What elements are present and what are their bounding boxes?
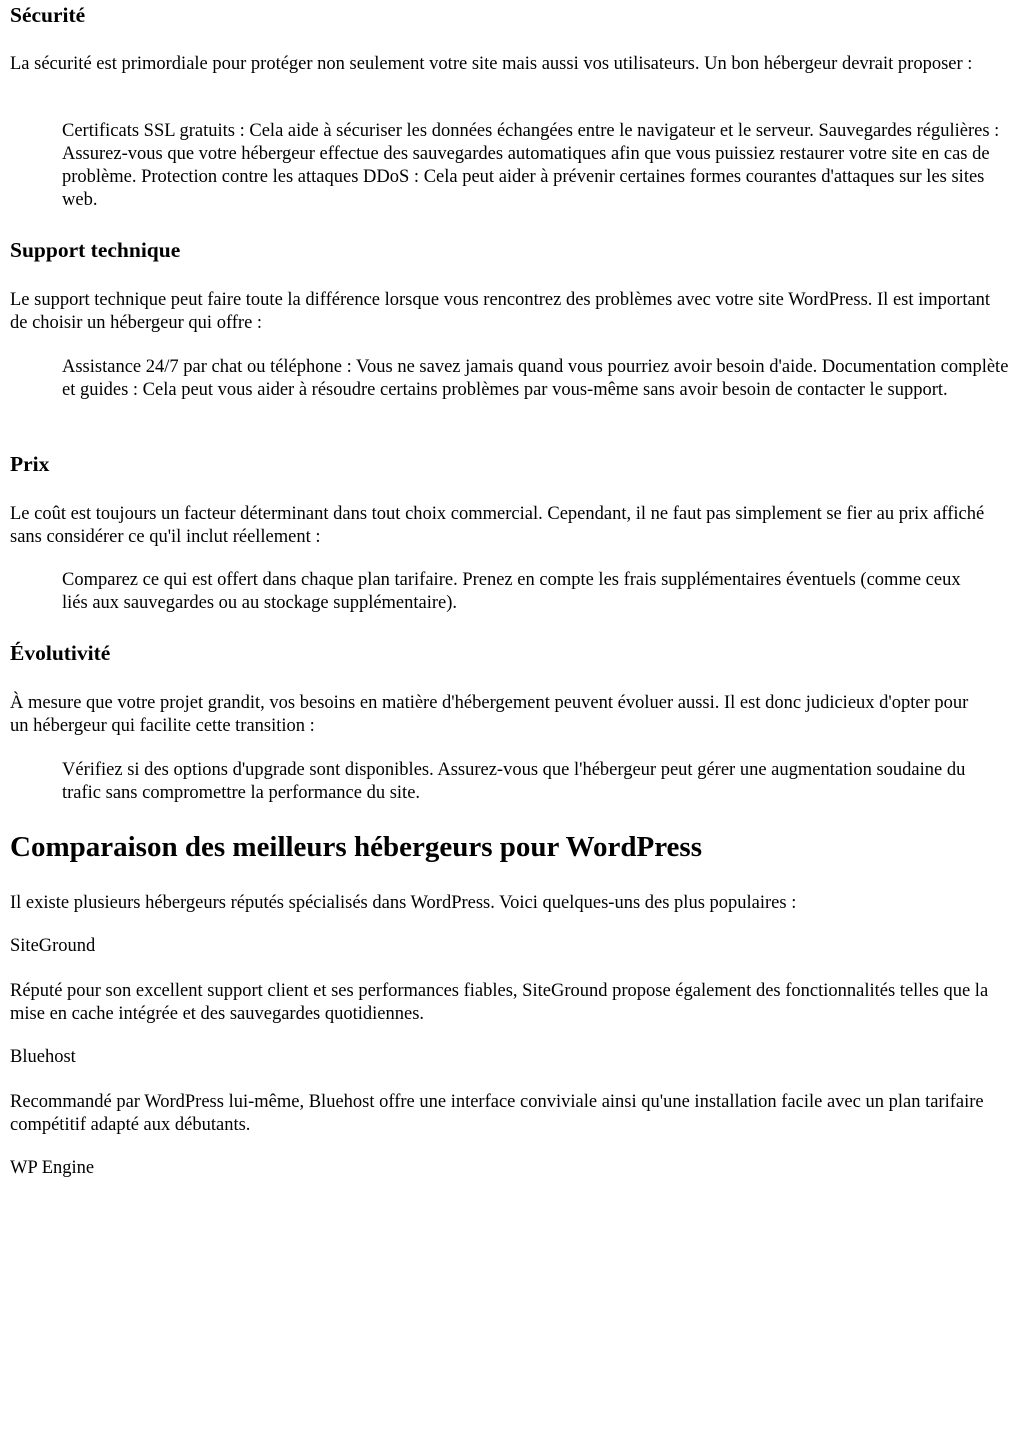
blockquote-evolutivite <box>62 759 984 805</box>
blockquote-prix <box>62 569 984 615</box>
blockquote-securite <box>62 120 1014 212</box>
host-name: WP Engine <box>10 1158 95 1178</box>
section-heading-support: Support technique <box>10 238 181 262</box>
blockquote-support <box>62 356 1014 402</box>
section-intro-comparaison: Il existe plusieurs hébergeurs réputés spécialisés dans WordPress. Voici quelques-uns des plus populaires : <box>10 893 797 913</box>
blockquote-text: Assistance 24/7 par chat ou téléphone : Vous ne savez jamais quand vous pourriez avoir besoin d'aide. Documentation complète et guides : Cela peut vous aider à résoudre certains problèmes par vous-même sans avoir besoin de contacter le support. <box>62 357 1009 400</box>
host-description: Recommandé par WordPress lui-même, Bluehost offre une interface conviviale ainsi qu'une installation facile avec un plan tarifaire compétitif adapté aux débutants. <box>10 1092 984 1135</box>
host-name: Bluehost <box>10 1047 76 1067</box>
section-intro-securite: La sécurité est primordiale pour protéger non seulement votre site mais aussi vos utilisateurs. Un bon hébergeur devrait proposer : <box>10 54 973 74</box>
section-intro-evolutivite: À mesure que votre projet grandit, vos besoins en matière d'hébergement peuvent évoluer aussi. Il est donc judicieux d'opter pour un hébergeur qui facilite cette transition : <box>10 693 969 736</box>
section-heading-securite: Sécurité <box>10 3 86 27</box>
blockquote-text: Certificats SSL gratuits : Cela aide à sécuriser les données échangées entre le navigateur et le serveur. Sauvegardes régulières : Assurez-vous que votre hébergeur effectue des sauvegardes automatiques afin que vous puissiez restaurer votre site en cas de problème. Protection contre les attaques DDoS : Cela peut aider à prévenir certaines formes courantes d'attaques sur les sites web. <box>62 121 1000 210</box>
host-name: SiteGround <box>10 936 96 956</box>
blockquote-text: Comparez ce qui est offert dans chaque plan tarifaire. Prenez en compte les frais supplémentaires éventuels (comme ceux liés aux sauvegardes ou au stockage supplémentaire). <box>62 570 961 613</box>
section-intro-prix: Le coût est toujours un facteur déterminant dans tout choix commercial. Cependant, il ne faut pas simplement se fier au prix affiché sans considérer ce qu'il inclut réellement : <box>10 504 985 547</box>
section-intro-support: Le support technique peut faire toute la différence lorsque vous rencontrez des problèmes avec votre site WordPress. Il est important de choisir un hébergeur qui offre : <box>10 290 991 333</box>
host-description: Réputé pour son excellent support client et ses performances fiables, SiteGround propose également des fonctionnalités telles que la mise en cache intégrée et des sauvegardes quotidiennes. <box>10 981 989 1024</box>
blockquote-text: Vérifiez si des options d'upgrade sont disponibles. Assurez-vous que l'hébergeur peut gérer une augmentation soudaine du trafic sans compromettre la performance du site. <box>62 760 966 803</box>
section-heading-comparaison: Comparaison des meilleurs hébergeurs pour WordPress <box>10 831 702 863</box>
section-heading-evolutivite: Évolutivité <box>10 641 111 665</box>
section-heading-prix: Prix <box>10 452 50 476</box>
